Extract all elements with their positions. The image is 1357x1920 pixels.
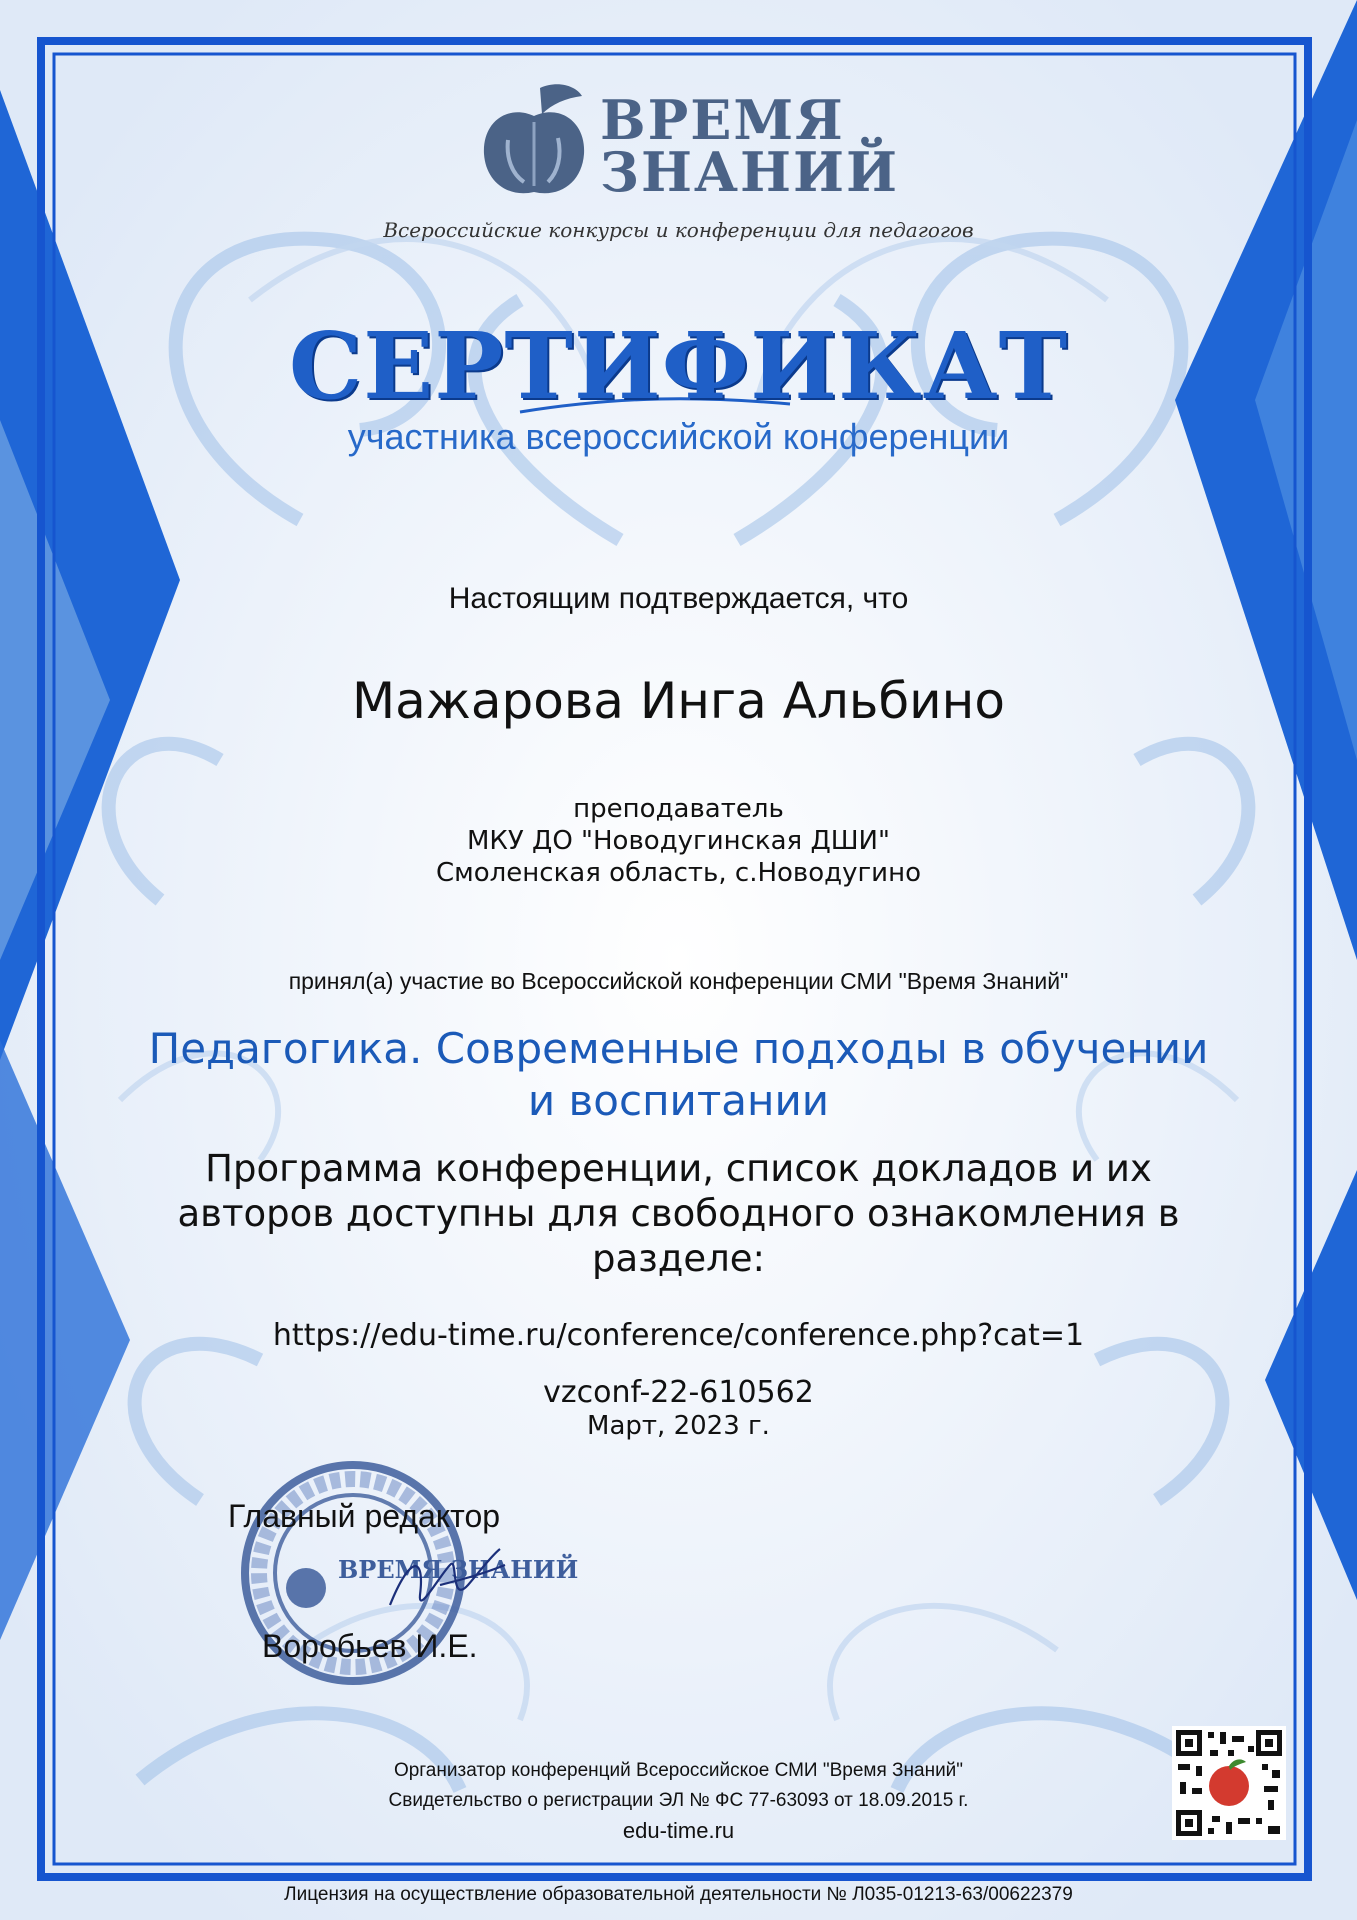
signatory-role: Главный редактор: [228, 1498, 501, 1534]
license-text: Лицензия на осуществление образовательной деятельности № Л035-01213-63/00622379: [284, 1884, 1073, 1905]
certificate-subtitle: участника всероссийской конференции: [347, 416, 1010, 457]
registration-line: Свидетельство о регистрации ЭЛ № ФС 77-63093 от 18.09.2015 г.: [388, 1790, 969, 1811]
signatory-name: Воробьев И.Е.: [262, 1628, 478, 1664]
participation-text: принял(а) участие во Всероссийской конференции СМИ "Время Знаний": [288, 968, 1069, 994]
signature-scribble: [380, 1535, 510, 1630]
recipient-position: преподаватель: [573, 794, 784, 824]
certificate-date: Март, 2023 г.: [587, 1411, 770, 1441]
organizer-info: [0, 1756, 1357, 1816]
recipient-name: Мажарова Инга Альбино: [352, 672, 1005, 730]
program-notice: [0, 1146, 1357, 1281]
logo-wordmark-line1: ВРЕМЯ: [600, 88, 845, 152]
program-notice-line1: Программа конференции, список докладов и их: [205, 1147, 1152, 1190]
logo-tagline: Всероссийские конкурсы и конференции для педагогов: [383, 218, 974, 242]
recipient-details: [0, 793, 1357, 889]
recipient-organization: МКУ ДО "Новодугинская ДШИ": [467, 826, 890, 856]
apple-logo-icon: [478, 82, 590, 200]
program-notice-line2: авторов доступны для свободного ознакомления в: [177, 1192, 1180, 1235]
certificate-title: СЕРТИФИКАТ: [288, 312, 1069, 420]
confirmation-text: Настоящим подтверждается, что: [448, 582, 909, 615]
logo-wordmark-line2: ЗНАНИЙ: [600, 140, 900, 204]
recipient-location: Смоленская область, с.Новодугино: [436, 858, 921, 888]
certificate-code: vzconf-22-610562: [543, 1375, 814, 1410]
conference-url: https://edu-time.ru/conference/conference.php?cat=1: [272, 1318, 1085, 1353]
svg-text:ВРЕМЯ ЗНАНИЙ: ВРЕМЯ ЗНАНИЙ: [338, 1555, 579, 1584]
qr-code-icon: [1172, 1726, 1286, 1840]
conference-topic-line1: Педагогика. Современные подходы в обучении: [148, 1024, 1209, 1073]
program-notice-line3: разделе:: [591, 1237, 766, 1280]
organizer-line: Организатор конференций Всероссийское СМИ "Время Знаний": [393, 1760, 964, 1781]
conference-topic-line2: и воспитании: [527, 1076, 830, 1125]
footer-site: edu-time.ru: [622, 1818, 735, 1843]
conference-topic: [0, 1023, 1357, 1127]
